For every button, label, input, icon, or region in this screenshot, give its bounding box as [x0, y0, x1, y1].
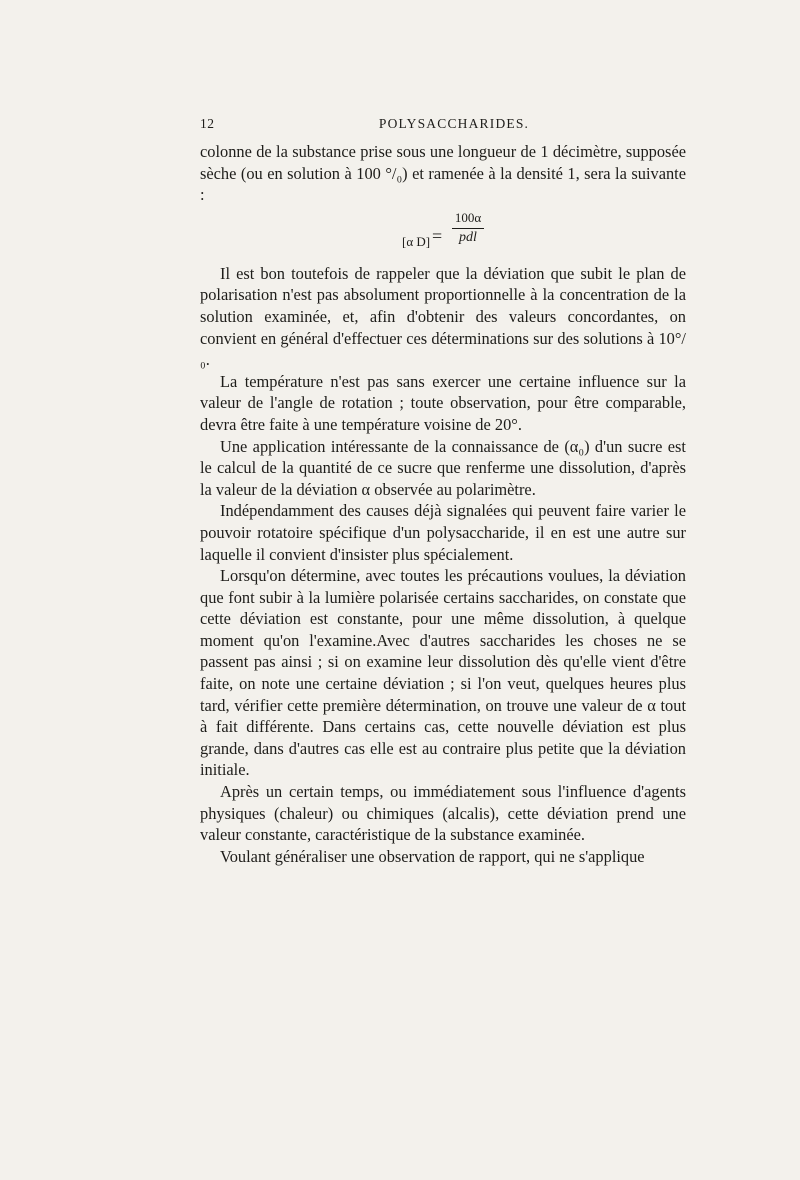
- formula-numerator: 100α: [452, 209, 484, 229]
- formula-lhs: [α D]: [402, 233, 431, 249]
- paragraph: Après un certain temps, ou immédiatement sous l'influence d'agents physiques (chaleur) ou chimiques (alcalis), cette déviation prend une valeur constante, caractéristique de la substance examinée.: [200, 782, 686, 845]
- paragraph: Voulant généraliser une observation de rapport, qui ne s'applique: [220, 846, 645, 866]
- formula-equals: =: [432, 225, 443, 246]
- running-head: [200, 116, 686, 136]
- paragraph: Une application intéressante de la connaissance de (α₀) d'un sucre est le calcul de la quantité de ce sucre que renferme une dissolution, d'après la valeur de la déviation α observée au polarimètre.: [200, 436, 686, 499]
- formula-fraction: [452, 209, 484, 247]
- running-title: POLYSACCHARIDES.: [378, 116, 530, 131]
- formula-denominator: pdl: [459, 229, 477, 245]
- page-number: 12: [200, 116, 215, 131]
- paragraph: La température n'est pas sans exercer une certaine influence sur la valeur de l'angle de rotation ; toute observation, pour être comparable, devra être faite à une température voisine de 20°.: [200, 371, 686, 434]
- specific-rotation-formula: [200, 206, 686, 263]
- paragraph: Lorsqu'on détermine, avec toutes les précautions voulues, la déviation que font subir à la lumière polarisée certains saccharides, on constate que cette déviation est constante, pour une même dissolution, à quelque moment qu'on l'examine.Avec d'autres saccharides les choses ne se passent pas ainsi ; si on examine leur dissolution dès qu'elle vient d'être faite, on note une certaine déviation ; si l'on veut, quelques heures plus tard, vérifier cette première détermination, on trouve une valeur de α tout à fait différente. Dans certains cas, cette nouvelle déviation est plus grande, dans d'autres cas elle est au contraire plus petite que la déviation initiale.: [200, 566, 686, 780]
- body-text: [200, 141, 686, 867]
- paragraph: Il est bon toutefois de rappeler que la déviation que subit le plan de polarisation n'est pas absolument proportionnelle à la concentration de la solution examinée, et, afin d'obtenir des valeurs concordantes, on convient en général d'effectuer ces déterminations sur des solutions à 10°/₀.: [200, 263, 686, 370]
- paragraph: Indépendamment des causes déjà signalées qui peuvent faire varier le pouvoir rotatoire spécifique d'un polysaccharide, il en est une autre sur laquelle il convient d'insister plus spécialement.: [200, 501, 686, 564]
- paragraph-continuation: colonne de la substance prise sous une longueur de 1 décimètre, supposée sèche (ou en solution à 100 °/₀) et ramenée à la densité 1, sera la suivante :: [200, 142, 686, 205]
